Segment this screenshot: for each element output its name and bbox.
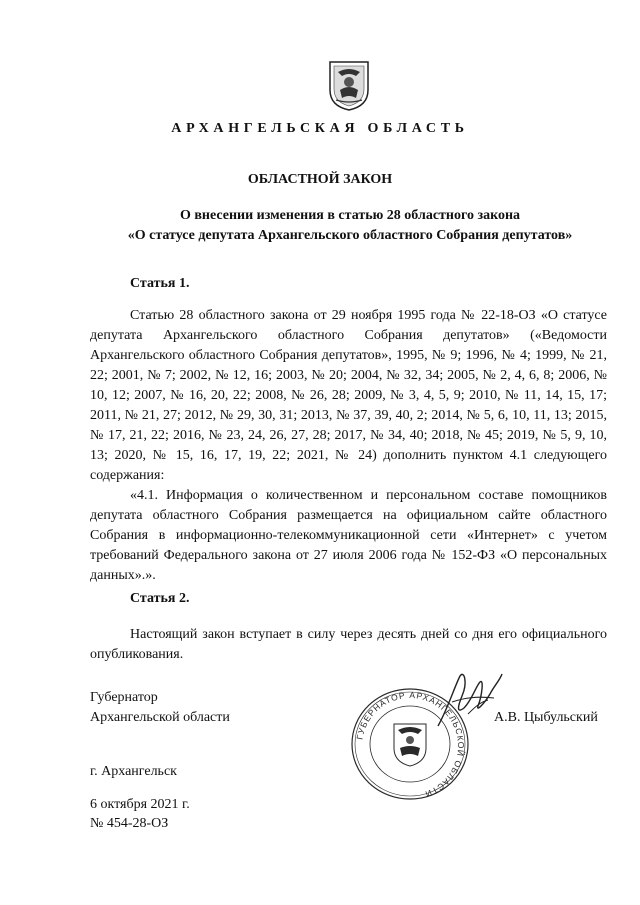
- region-name: АРХАНГЕЛЬСКАЯ ОБЛАСТЬ: [171, 121, 469, 136]
- article-2-text: Настоящий закон вступает в силу через десять дней со дня его официального опубликования.: [90, 627, 607, 662]
- signatory-position-line-1: Губернатор: [90, 690, 158, 705]
- signatory-name: А.В. Цыбульский: [494, 710, 598, 725]
- article-1-text: Статью 28 областного закона от 29 ноября 1995 года № 22-18-ОЗ «О статусе депутата Архангельского областного Собрания депутатов» («Ведомости Архангельского областного Собрания депутатов», 1995, № 9; 1996, № 4; 1999, № 21, 22; 2001, № 7; 2002, № 12, 16; 2003, № 20; 2004, № 32, 34; 2005, № 2, 4, 6, 8; 2006, № 10, 12; 2007, № 16, 20, 22; 2008, № 26, 28; 2009, № 3, 4, 5, 9; 2010, № 11, 14, 15, 17; 2011, № 21, 27; 2012, № 29, 30, 31; 2013, № 37, 39, 40, 2; 2014, № 5, 6, 10, 11, 13; 2015, № 17, 21, 22; 2016, № 23, 24, 26, 27, 28; 2017, № 34, 40; 2018, № 45; 2019, № 5, 9, 10, 13; 2020, № 15, 16, 17, 19, 22; 2021, № 24) дополнить пунктом 4.1 следующего содержания:: [90, 308, 607, 483]
- article-2-heading: Статья 2.: [130, 591, 190, 606]
- law-title-line-2: «О статусе депутата Архангельского областного Собрания депутатов»: [127, 228, 573, 243]
- law-number: № 454-28-ОЗ: [90, 816, 169, 831]
- law-title: [80, 206, 620, 246]
- law-title-line-1: О внесении изменения в статью 28 областного закона: [179, 208, 521, 223]
- coat-of-arms-icon: [328, 60, 370, 112]
- signatory-position-line-2: Архангельской области: [90, 710, 230, 725]
- document-type: ОБЛАСТНОЙ ЗАКОН: [247, 172, 393, 187]
- seal-text: ГУБЕРНАТОР АРХАНГЕЛЬСКОЙ ОБЛАСТИ: [354, 689, 467, 800]
- article-1-quote: «4.1. Информация о количественном и персональном составе помощников депутата областного Собрания размещается на официальном сайте областного Собрания в информационно-телекоммуникационной сети «Интернет» с учетом требований Федерального закона от 27 июля 2006 года № 152-ФЗ «О персональных данных».».: [90, 488, 607, 583]
- city: г. Архангельск: [90, 764, 177, 779]
- signatory-position: [90, 688, 230, 728]
- signing-date: 6 октября 2021 г.: [90, 797, 190, 812]
- article-1-heading: Статья 1.: [130, 276, 190, 291]
